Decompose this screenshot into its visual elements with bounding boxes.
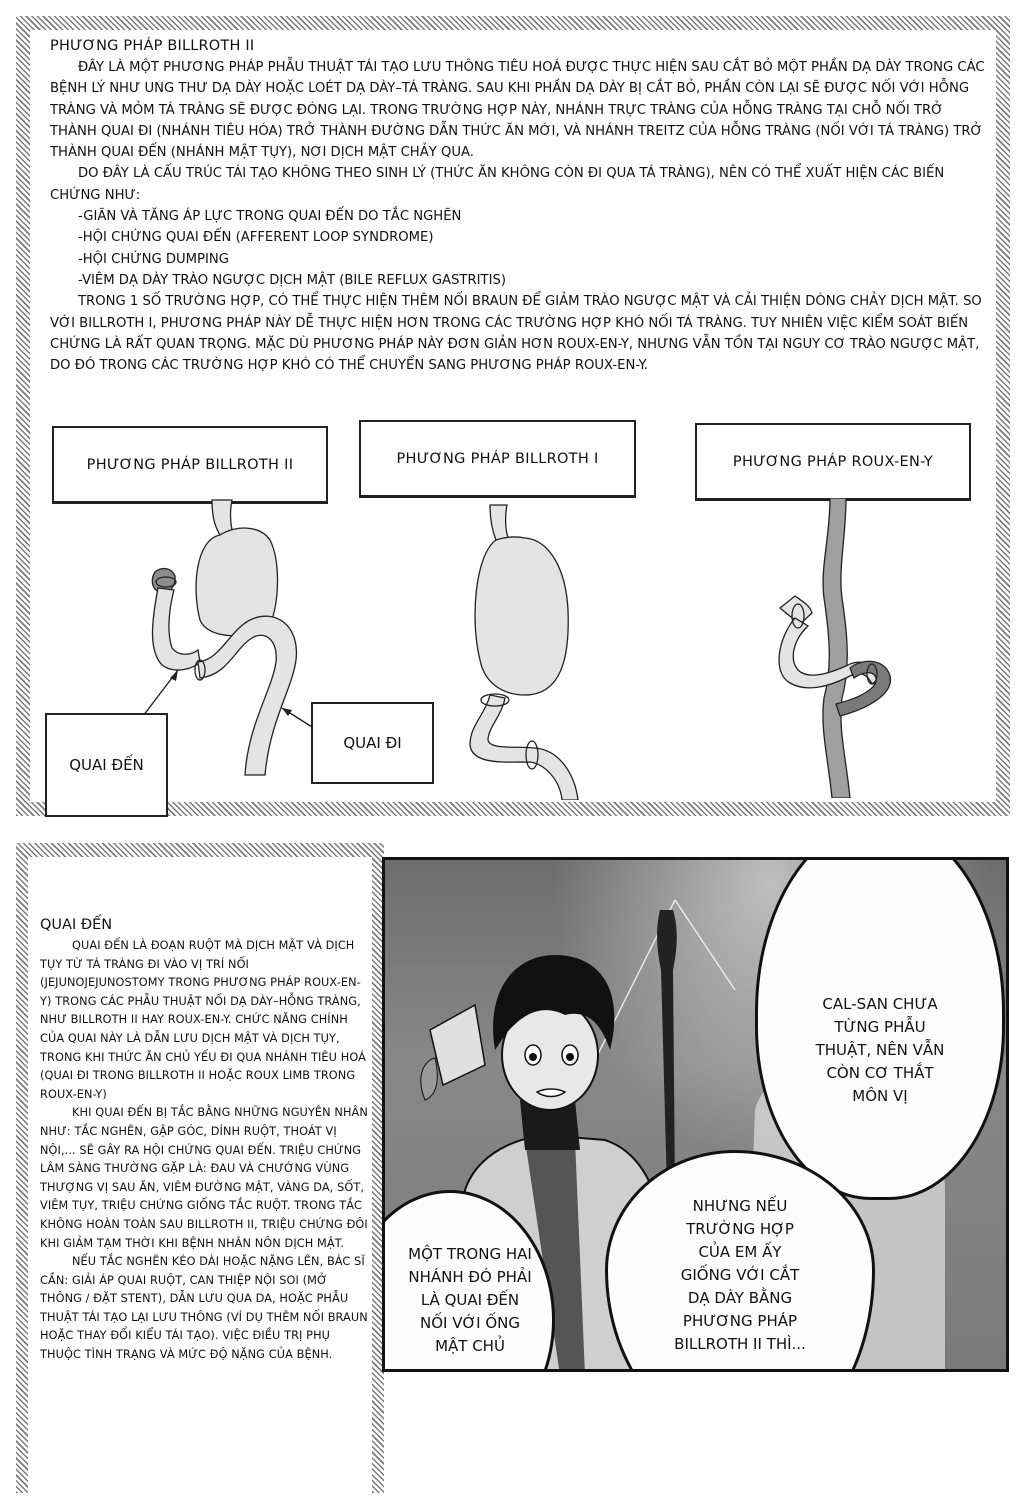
bubble-line: NỐI VỚI ỐNG bbox=[419, 1313, 521, 1332]
efferent-loop-label: QUAI ĐI bbox=[311, 702, 434, 784]
speech-bubble-1 bbox=[755, 857, 1005, 1200]
side-note-title: QUAI ĐẾN bbox=[40, 917, 113, 933]
bubble-line: GIỐNG VỚI CẮT bbox=[680, 1265, 800, 1284]
bubble-line: DẠ DÀY BẰNG bbox=[687, 1288, 793, 1307]
complication-item: -GIÃN VÀ TĂNG ÁP LỰC TRONG QUAI ĐẾN DO TẮC NGHẼN bbox=[78, 209, 462, 225]
bubble-line: BILLROTH II THÌ... bbox=[674, 1334, 806, 1353]
complication-item: -HỘI CHỨNG QUAI ĐẾN (AFFERENT LOOP SYNDROME) bbox=[78, 230, 434, 246]
manga-panel bbox=[382, 857, 1009, 1372]
side-note-content bbox=[28, 857, 372, 1493]
bubble-line: THUẬT, NÊN VẪN bbox=[815, 1040, 945, 1059]
complication-item: -HỘI CHỨNG DUMPING bbox=[78, 251, 229, 267]
bubble-line: MỘT TRONG HAI bbox=[408, 1244, 532, 1263]
method-label-roux-en-y: PHƯƠNG PHÁP ROUX-EN-Y bbox=[695, 423, 971, 501]
billroth-i-diagram bbox=[450, 500, 630, 800]
bubble-line: CAL-SAN CHƯA bbox=[822, 994, 938, 1013]
method-label-billroth-i: PHƯƠNG PHÁP BILLROTH I bbox=[359, 420, 636, 498]
side-note-paragraph: KHI QUAI ĐẾN BỊ TẮC BẰNG NHỮNG NGUYÊN NHÂN NHƯ: TẮC NGHẼN, GẬP GÓC, DÍNH RUỘT, THOÁT VỊ NỘI,... SẼ GÂY RA HỘI CHỨNG QUAI ĐẾN. TRIỆU CHỨNG LÂM SÀNG THƯỜNG GẶP LÀ: ĐAU VÀ CHƯỚNG VÙNG THƯỢNG VỊ SAU ĂN, VIÊM ĐƯỜNG MẬT, VÀNG DA, SỐT, VIÊM TỤY, TRIỆU CHỨNG GIỐNG TẮC RUỘT. TRONG TẮC KHÔNG HOÀN TOÀN SAU BILLROTH II, TRIỆU CHỨNG ĐÔI KHI GIẢM TẠM THỜI KHI BỆNH NHÂN NÔN DỊCH MẬT. bbox=[40, 1106, 368, 1250]
bubble-line: MÔN VỊ bbox=[852, 1086, 908, 1105]
roux-en-y-diagram bbox=[750, 498, 930, 798]
bubble-line: CÒN CƠ THẮT bbox=[826, 1063, 934, 1082]
note-body bbox=[50, 57, 985, 376]
method-label-billroth-ii: PHƯƠNG PHÁP BILLROTH II bbox=[52, 426, 328, 504]
note-title: PHƯƠNG PHÁP BILLROTH II bbox=[50, 38, 255, 54]
side-note-body bbox=[40, 937, 370, 1365]
bubble-line: NHÁNH ĐÓ PHẢI bbox=[408, 1267, 532, 1286]
billroth-ii-note-panel bbox=[16, 16, 1010, 816]
note-paragraph: TRONG 1 SỐ TRƯỜNG HỢP, CÓ THỂ THỰC HIỆN THÊM NỐI BRAUN ĐỂ GIẢM TRÀO NGƯỢC MẬT VÀ CẢI THIỆN DÒNG CHẢY DỊCH MẬT. SO VỚI BILLROTH I, PHƯƠNG PHÁP NÀY DỄ THỰC HIỆN HƠN TRONG CÁC TRƯỜNG HỢP KHÓ NỐI TÁ TRÀNG. TUY NHIÊN VIỆC KIỂM SOÁT BIẾN CHỨNG LÀ RẤT QUAN TRỌNG. MẶC DÙ PHƯƠNG PHÁP NÀY ĐƠN GIẢN HƠN ROUX-EN-Y, NHƯNG VẪN TỒN TẠI NGUY CƠ TRÀO NGƯỢC MẬT, DO ĐÓ TRONG CÁC TRƯỜNG HỢP KHÓ CÓ THỂ CHUYỂN SANG PHƯƠNG PHÁP ROUX-EN-Y. bbox=[50, 294, 982, 374]
note-paragraph: DO ĐÂY LÀ CẤU TRÚC TÁI TẠO KHÔNG THEO SINH LÝ (THỨC ĂN KHÔNG CÒN ĐI QUA TÁ TRÀNG), NÊN CÓ THỂ XUẤT HIỆN CÁC BIẾN CHỨNG NHƯ: bbox=[50, 166, 945, 203]
side-note-paragraph: QUAI ĐẾN LÀ ĐOẠN RUỘT MÀ DỊCH MẬT VÀ DỊCH TỤY TỪ TÁ TRÀNG ĐI VÀO VỊ TRÍ NỐI (JEJUNOJEJUNOSTOMY TRONG PHƯƠNG PHÁP ROUX-EN-Y) TRONG CÁC PHẪU THUẬT NỐI DẠ DÀY–HỖNG TRÀNG, NHƯ BILLROTH II HAY ROUX-EN-Y. CHỨC NĂNG CHÍNH CỦA QUAI NÀY LÀ DẪN LƯU DỊCH MẬT VÀ DỊCH TỤY, TRONG KHI THỨC ĂN CHỦ YẾU ĐI QUA NHÁNH TIÊU HOÁ (QUAI ĐI TRONG BILLROTH II HOẶC ROUX LIMB TRONG ROUX-EN-Y) bbox=[40, 939, 366, 1101]
bubble-line: LÀ QUAI ĐẾN bbox=[420, 1290, 520, 1309]
afferent-loop-label: QUAI ĐẾN bbox=[45, 713, 168, 817]
note-panel-content bbox=[30, 30, 996, 802]
bubble-line: NHƯNG NẾU bbox=[692, 1196, 788, 1215]
note-paragraph: ĐÂY LÀ MỘT PHƯƠNG PHÁP PHẪU THUẬT TÁI TẠO LƯU THÔNG TIÊU HOÁ ĐƯỢC THỰC HIỆN SAU CẮT BỎ MỘT PHẦN DẠ DÀY TRONG CÁC BỆNH LÝ NHƯ UNG THƯ DẠ DÀY HOẶC LOÉT DẠ DÀY–TÁ TRÀNG. SAU KHI PHẦN DẠ DÀY BỊ CẮT BỎ, PHẦN CÒN LẠI SẼ ĐƯỢC NỐI VỚI HỖNG TRÀNG VÀ MỎM TÁ TRÀNG SẼ ĐƯỢC ĐÓNG LẠI. TRONG TRƯỜNG HỢP NÀY, NHÁNH TRỰC TRÀNG CỦA HỖNG TRÀNG TẠI CHỖ NỐI TRỞ THÀNH QUAI ĐI (NHÁNH TIÊU HÓA) TRỞ THÀNH ĐƯỜNG DẪN THỨC ĂN MỚI, VÀ NHÁNH TREITZ CỦA HỖNG TRÀNG (NỐI VỚI TÁ TRÀNG) TRỞ THÀNH QUAI ĐẾN (NHÁNH MẬT TỤY), NƠI DỊCH MẬT CHẢY QUA. bbox=[50, 60, 985, 161]
afferent-loop-note-panel bbox=[16, 843, 384, 1493]
bubble-line: MẬT CHỦ bbox=[435, 1336, 505, 1355]
bubble-line: CỦA EM ẤY bbox=[698, 1242, 782, 1261]
bubble-line: TRƯỜNG HỢP bbox=[686, 1219, 794, 1238]
bubble-line: PHƯƠNG PHÁP bbox=[682, 1311, 798, 1330]
bubble-line: TỪNG PHẪU bbox=[834, 1017, 926, 1036]
complication-item: -VIÊM DẠ DÀY TRÀO NGƯỢC DỊCH MẬT (BILE REFLUX GASTRITIS) bbox=[78, 272, 507, 288]
side-note-paragraph: NẾU TẮC NGHẼN KÉO DÀI HOẶC NẶNG LÊN, BÁC SĨ CẦN: GIẢI ÁP QUAI RUỘT, CAN THIỆP NỘI SOI (MỞ THÔNG / ĐẶT STENT), DẪN LƯU QUA DA, HOẶC PHẪU THUẬT TÁI TẠO LẠI LƯU THÔNG (VÍ DỤ THÊM NỐI BRAUN HOẶC THAY ĐỔI KIỂU TÁI TẠO). VIỆC ĐIỀU TRỊ PHỤ THUỘC TÌNH TRẠNG VÀ MỨC ĐỘ NẶNG CỦA BỆNH. bbox=[40, 1255, 368, 1362]
